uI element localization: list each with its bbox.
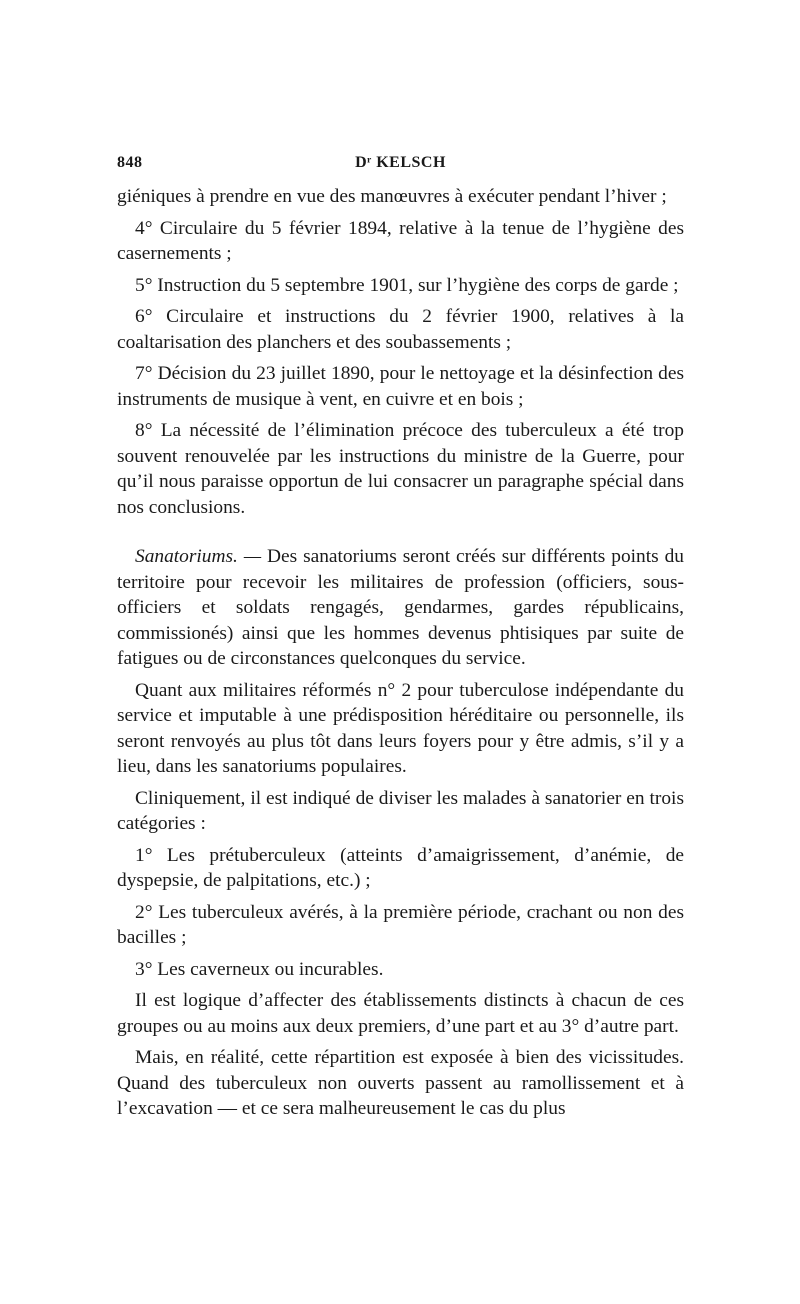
section-first-paragraph: Des sanatoriums seront créés sur différents points du territoire pour recevoir les militaires de profession (officiers, sous-officiers et soldats rengagés, gendarmes, gardes républicains, commissionés) ainsi que les hommes devenus phtisiques par suite de fatigues ou de circonstances quelconques du service. xyxy=(117,546,684,669)
section-heading: Sanatoriums. — xyxy=(135,546,262,567)
book-page xyxy=(117,148,684,1128)
list-item-6: 6° Circulaire et instructions du 2 février 1900, relatives à la coaltarisation des planchers et des soubassements ; xyxy=(117,306,684,353)
page-header xyxy=(117,148,684,178)
paragraph-logique: Il est logique d’affecter des établissements distincts à chacun de ces groupes ou au moins aux deux premiers, d’une part et au 3° d’autre part. xyxy=(117,990,684,1037)
body-text xyxy=(117,184,684,1122)
list-item-8: 8° La nécessité de l’élimination précoce des tuberculeux a été trop souvent renouvelée par les instructions du ministre de la Guerre, pour qu’il nous paraisse opportun de lui consacrer un paragraphe spécial dans nos conclusions. xyxy=(117,420,684,518)
category-item-1: 1° Les prétuberculeux (atteints d’amaigrissement, d’anémie, de dyspepsie, de palpitations, etc.) ; xyxy=(117,844,684,891)
category-item-2: 2° Les tuberculeux avérés, à la première période, crachant ou non des bacilles ; xyxy=(117,901,684,948)
section-sanatoriums xyxy=(117,544,684,672)
list-item-4: 4° Circulaire du 5 février 1894, relative à la tenue de l’hygiène des casernements ; xyxy=(117,217,684,264)
paragraph-realite: Mais, en réalité, cette répartition est exposée à bien des vicissitudes. Quand des tuberculeux non ouverts passent au ramollissement et à l’excavation — et ce sera malheureusement le cas du plus xyxy=(117,1047,684,1119)
category-item-3: 3° Les caverneux ou incurables. xyxy=(135,958,384,980)
paragraph-cliniquement: Cliniquement, il est indiqué de diviser les malades à sanatorier en trois catégories : xyxy=(117,787,684,834)
paragraph-continuation: giéniques à prendre en vue des manœuvres à exécuter pendant l’hiver ; xyxy=(117,186,667,207)
list-item-7: 7° Décision du 23 juillet 1890, pour le nettoyage et la désinfection des instruments de musique à vent, en cuivre et en bois ; xyxy=(117,363,684,410)
list-item-5: 5° Instruction du 5 septembre 1901, sur l’hygiène des corps de garde ; xyxy=(135,274,679,296)
running-head: Dʳ KELSCH xyxy=(355,154,446,171)
page-number: 848 xyxy=(117,154,143,171)
paragraph-reformes: Quant aux militaires réformés n° 2 pour tuberculose indépendante du service et imputable à une prédisposition héréditaire ou personnelle, ils seront renvoyés au plus tôt dans leurs foyers pour y être admis, s’il y a lieu, dans les sanatoriums populaires. xyxy=(117,679,684,777)
